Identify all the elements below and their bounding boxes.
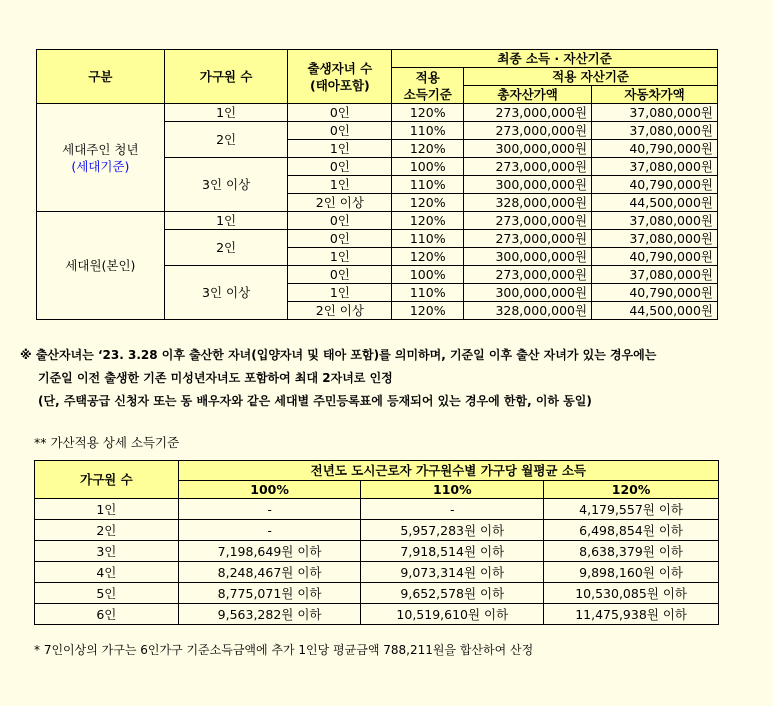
note-birth-line3: (단, 주택공급 신청자 또는 동 배우자와 같은 세대별 주민등록표에 등재되어 있는 경우에 한함, 이하 동일)	[38, 394, 592, 408]
table-row: 4인 8,248,467원 이하 9,073,314원 이하 9,898,160원 이하	[35, 562, 719, 583]
header-birth: 출생자녀 수 (태아포함)	[288, 50, 392, 104]
header-income: 적용 소득기준	[392, 68, 464, 104]
group-cell: 세대원(본인)	[37, 212, 165, 320]
header-car: 자동차가액	[592, 86, 718, 104]
group-cell: 세대주인 청년 (세대기준)	[37, 104, 165, 212]
header-100: 100%	[178, 481, 361, 499]
table-row: 2인 0인 110% 273,000,000원 37,080,000원	[37, 122, 718, 140]
header-asset-group: 적용 자산기준	[464, 68, 718, 86]
table-row: 2인 0인 110% 273,000,000원 37,080,000원	[37, 230, 718, 248]
table-row: 2인 이상 120% 328,000,000원 44,500,000원	[37, 194, 718, 212]
table-row: 3인 이상 0인 100% 273,000,000원 37,080,000원	[37, 266, 718, 284]
table-row: 2인 - 5,957,283원 이하 6,498,854원 이하	[35, 520, 719, 541]
header-final-criteria: 최종 소득 · 자산기준	[392, 50, 718, 68]
header-household: 가구원 수	[35, 461, 179, 499]
header-group: 구분	[37, 50, 165, 104]
header-total-asset: 총자산가액	[464, 86, 592, 104]
note-birth-line2: 기준일 이전 출생한 기존 미성년자녀도 포함하여 최대 2자녀로 인정	[38, 371, 393, 385]
note-birth-line1: ※ 출산자녀는 ‘23. 3.28 이후 출산한 자녀(입양자녀 및 태아 포함)를 의미하며, 기준일 이후 출산 자녀가 있는 경우에는	[20, 348, 657, 362]
header-110: 110%	[361, 481, 544, 499]
income-asset-table	[36, 49, 718, 320]
section-subtitle: ** 가산적용 상세 소득기준	[34, 435, 180, 450]
table-row: 세대원(본인) 1인 0인 120% 273,000,000원 37,080,000원	[37, 212, 718, 230]
table-row: 3인 7,198,649원 이하 7,918,514원 이하 8,638,379원 이하	[35, 541, 719, 562]
table-row: 1인 110% 300,000,000원 40,790,000원	[37, 176, 718, 194]
table-row: 2인 이상 120% 328,000,000원 44,500,000원	[37, 302, 718, 320]
monthly-income-table	[34, 460, 719, 625]
header-monthly-income: 전년도 도시근로자 가구원수별 가구당 월평균 소득	[178, 461, 718, 481]
table-row: 1인 110% 300,000,000원 40,790,000원	[37, 284, 718, 302]
table-row: 1인 - - 4,179,557원 이하	[35, 499, 719, 520]
table-row: 1인 120% 300,000,000원 40,790,000원	[37, 140, 718, 158]
header-120: 120%	[544, 481, 719, 499]
table-row: 6인 9,563,282원 이하 10,519,610원 이하 11,475,938원 이하	[35, 604, 719, 625]
header-household: 가구원 수	[164, 50, 288, 104]
table-row: 3인 이상 0인 100% 273,000,000원 37,080,000원	[37, 158, 718, 176]
note-seven-plus: * 7인이상의 가구는 6인가구 기준소득금액에 추가 1인당 평균금액 788,211원을 합산하여 산정	[34, 643, 534, 657]
table-row: 세대주인 청년 (세대기준) 1인 0인 120% 273,000,000원 37,080,000원	[37, 104, 718, 122]
table-row: 1인 120% 300,000,000원 40,790,000원	[37, 248, 718, 266]
table-row: 5인 8,775,071원 이하 9,652,578원 이하 10,530,085원 이하	[35, 583, 719, 604]
